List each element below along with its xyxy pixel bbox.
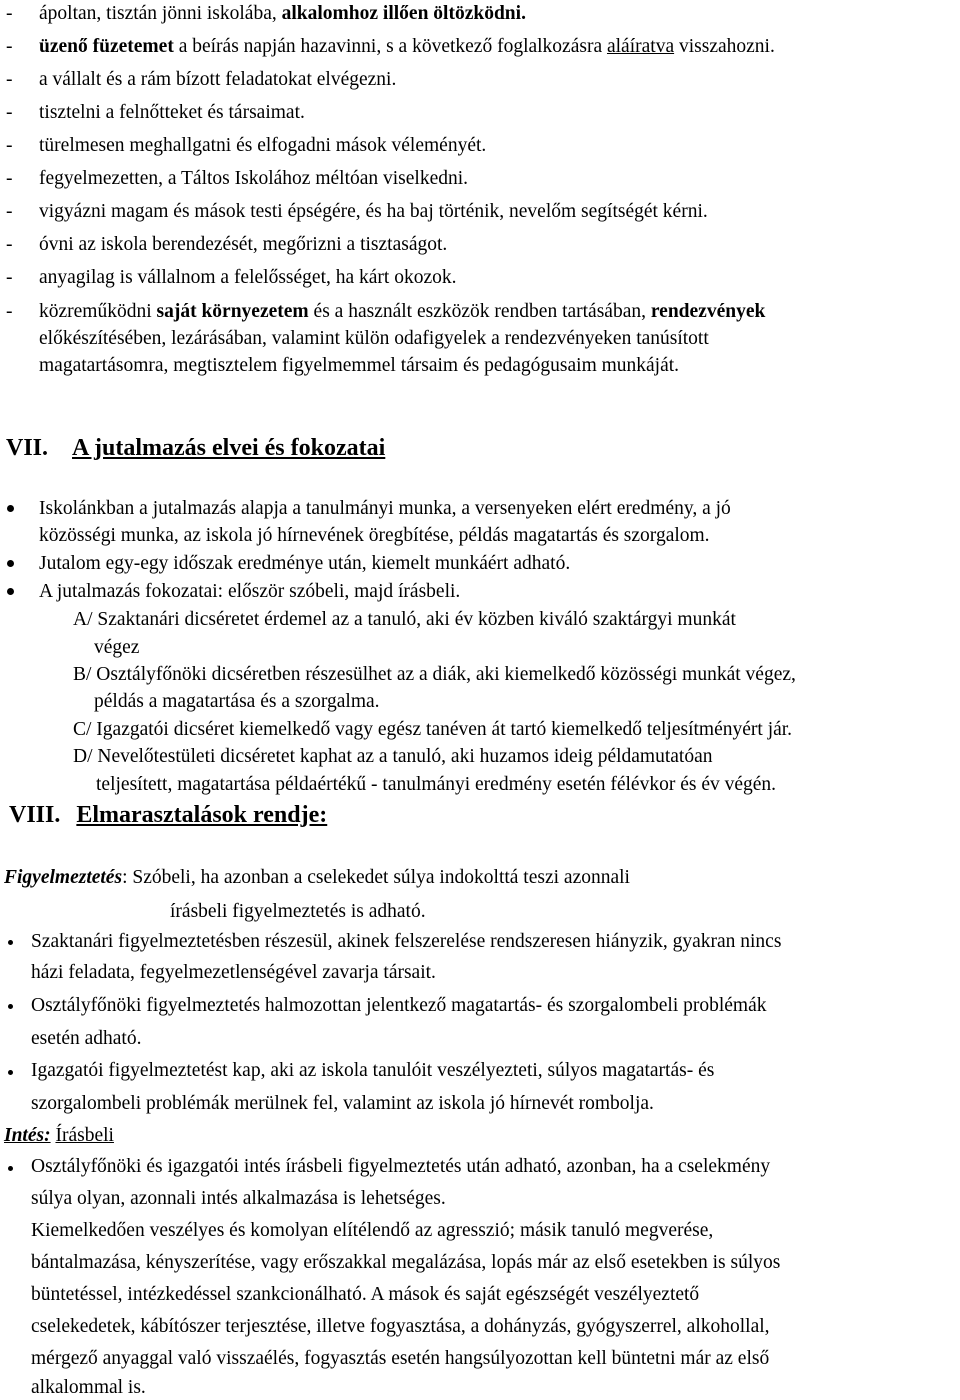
- warning-text: Szóbeli, ha azonban a cselekedet súlya indokolttá teszi azonnali: [127, 867, 630, 888]
- warning-item-cont: szorgalombeli problémák merülnek fel, valamint az iskola jó hírnevét rombolja.: [31, 1093, 654, 1114]
- bullet-icon: [8, 1070, 13, 1075]
- section-number: VIII.: [9, 802, 61, 828]
- dash-marker: -: [6, 69, 13, 90]
- rule-continuation: előkészítésében, lezárásában, valamint külön odafigyelek a rendezvényeken tanúsított: [39, 328, 709, 349]
- reward-text: Iskolánkban a jutalmazás alapja a tanulmányi munka, a versenyeken elért eredmény, a jó: [39, 498, 731, 519]
- section-title: A jutalmazás elvei és fokozatai: [72, 435, 386, 461]
- rule-text: türelmesen meghallgatni és elfogadni mások véleményét.: [39, 135, 487, 156]
- rule-text: tisztelni a felnőtteket és társaimat.: [39, 102, 305, 123]
- warning-item: Igazgatói figyelmeztetést kap, aki az iskola tanulóit veszélyezteti, súlyos magatartás- és: [31, 1060, 715, 1081]
- reward-level-b: B/ Osztályfőnöki dicséretben részesülhet az a diák, aki kiemelkedő közösségi munkát végez,: [73, 664, 796, 685]
- warning-colon: :: [122, 867, 128, 888]
- intes-definition: [4, 1124, 114, 1148]
- rule-text: és a használt eszközök rendben tartásában,: [308, 301, 651, 322]
- intes-text: Írásbeli: [55, 1125, 114, 1146]
- dash-marker: -: [6, 301, 13, 322]
- rule-continuation: magatartásomra, megtisztelem figyelmemmel társaim és pedagógusaim munkáját.: [39, 355, 680, 376]
- bullet-icon: [8, 940, 13, 945]
- bullet-icon: [7, 560, 14, 567]
- intes-paragraph: cselekedetek, kábítószer terjesztése, illetve fogyasztása, a dohányzás, gyógyszerrel, alkohollal,: [31, 1316, 770, 1337]
- rule-text: óvni az iskola berendezését, megőrizni a tisztaságot.: [39, 234, 448, 255]
- bullet-icon: [7, 505, 14, 512]
- reward-level-d-cont: teljesített, magatartása példaértékű - tanulmányi eredmény esetén félévkor és év végén.: [96, 774, 777, 795]
- warning-item: Szaktanári figyelmeztetésben részesül, akinek felszerelése rendszeresen hiányzik, gyakran nincs: [31, 931, 782, 952]
- dash-marker: -: [6, 135, 13, 156]
- reward-text: közösségi munka, az iskola jó hírnevének öregbítése, példás magatartás és szorgalom.: [39, 525, 710, 546]
- rule-text: közreműködni: [39, 301, 157, 322]
- intes-paragraph: bántalmazása, kényszerítése, vagy erőszakkal megalázása, lopás már az első esetekben is súlyos: [31, 1252, 781, 1273]
- rule-text: ápoltan, tisztán jönni iskolába,: [39, 3, 282, 24]
- dash-marker: -: [6, 267, 13, 288]
- reward-level-b-cont: példás a magatartása és a szorgalma.: [94, 691, 380, 712]
- bullet-icon: [8, 1004, 13, 1009]
- warning-item: Osztályfőnöki figyelmeztetés halmozottan jelentkező magatartás- és szorgalombeli problémák: [31, 995, 767, 1016]
- rule-text: visszahozni.: [674, 36, 775, 57]
- rule-text: a beírás napján hazavinni, s a következő foglalkozásra: [173, 36, 607, 57]
- warning-item-cont: esetén adható.: [31, 1028, 142, 1049]
- reward-level-a-cont: végez: [94, 637, 140, 658]
- section-number: VII.: [6, 435, 49, 461]
- reward-text: A jutalmazás fokozatai: először szóbeli, majd írásbeli.: [39, 581, 461, 602]
- dash-marker: -: [6, 201, 13, 222]
- rule-text-underlined: aláíratva: [606, 36, 675, 57]
- section-heading-8: [9, 801, 327, 829]
- dash-marker: -: [6, 102, 13, 123]
- rule-text: a vállalt és a rám bízott feladatokat elvégezni.: [39, 69, 397, 90]
- rule-text: vigyázni magam és mások testi épségére, és ha baj történik, nevelőm segítségét kérni.: [39, 201, 708, 222]
- intes-paragraph: mérgező anyaggal való visszaélés, fogyasztás esetén hangsúlyozottan kell büntetni már az első: [31, 1348, 770, 1369]
- rule-text-bold: saját környezetem: [156, 301, 309, 322]
- section-heading-7: [6, 434, 385, 462]
- dash-marker: -: [6, 36, 13, 57]
- section-title: Elmarasztalások rendje:: [76, 802, 328, 828]
- rule-text-bold: üzenő füzetemet: [39, 36, 174, 57]
- dash-marker: -: [6, 3, 13, 24]
- warning-item-cont: házi feladata, fegyelmezetlenségével zavarja társait.: [31, 962, 436, 983]
- intes-paragraph: Kiemelkedően veszélyes és komolyan elítélendő az agresszió; másik tanuló megverése,: [31, 1220, 714, 1241]
- dash-marker: -: [6, 234, 13, 255]
- intes-paragraph: büntetéssel, intézkedéssel szankcionálható. A mások és saját egészségét veszélyeztető: [31, 1284, 700, 1305]
- intes-item: Osztályfőnöki és igazgatói intés írásbeli figyelmeztetés után adható, azonban, ha a cselekmény: [31, 1156, 771, 1177]
- warning-definition: [4, 866, 630, 890]
- intes-label: Intés:: [4, 1125, 51, 1146]
- rule-text-bold: alkalomhoz illően öltözködni.: [281, 3, 526, 24]
- reward-level-a: A/ Szaktanári dicséretet érdemel az a tanuló, aki év közben kiváló szaktárgyi munkát: [73, 609, 736, 630]
- rule-text: anyagilag is vállalnom a felelősséget, ha kárt okozok.: [39, 267, 457, 288]
- reward-level-d: D/ Nevelőtestületi dicséretet kaphat az a tanuló, aki huzamos ideig példamutatóan: [73, 746, 713, 767]
- dash-marker: -: [6, 168, 13, 189]
- bullet-icon: [7, 588, 14, 595]
- warning-text-cont: írásbeli figyelmeztetés is adható.: [170, 901, 426, 922]
- intes-item-cont: súlya olyan, azonnali intés alkalmazása is lehetséges.: [31, 1188, 446, 1209]
- reward-level-c: C/ Igazgatói dicséret kiemelkedő vagy egész tanéven át tartó kiemelkedő teljesítményért jár.: [73, 719, 793, 740]
- rule-text-bold: rendezvények: [650, 301, 766, 322]
- bullet-icon: [8, 1166, 13, 1171]
- intes-paragraph: alkalommal is.: [31, 1377, 146, 1398]
- reward-text: Jutalom egy-egy időszak eredménye után, kiemelt munkáért adható.: [39, 553, 571, 574]
- warning-label: Figyelmeztetés: [4, 867, 123, 888]
- rule-text: fegyelmezetten, a Táltos Iskolához méltóan viselkedni.: [39, 168, 469, 189]
